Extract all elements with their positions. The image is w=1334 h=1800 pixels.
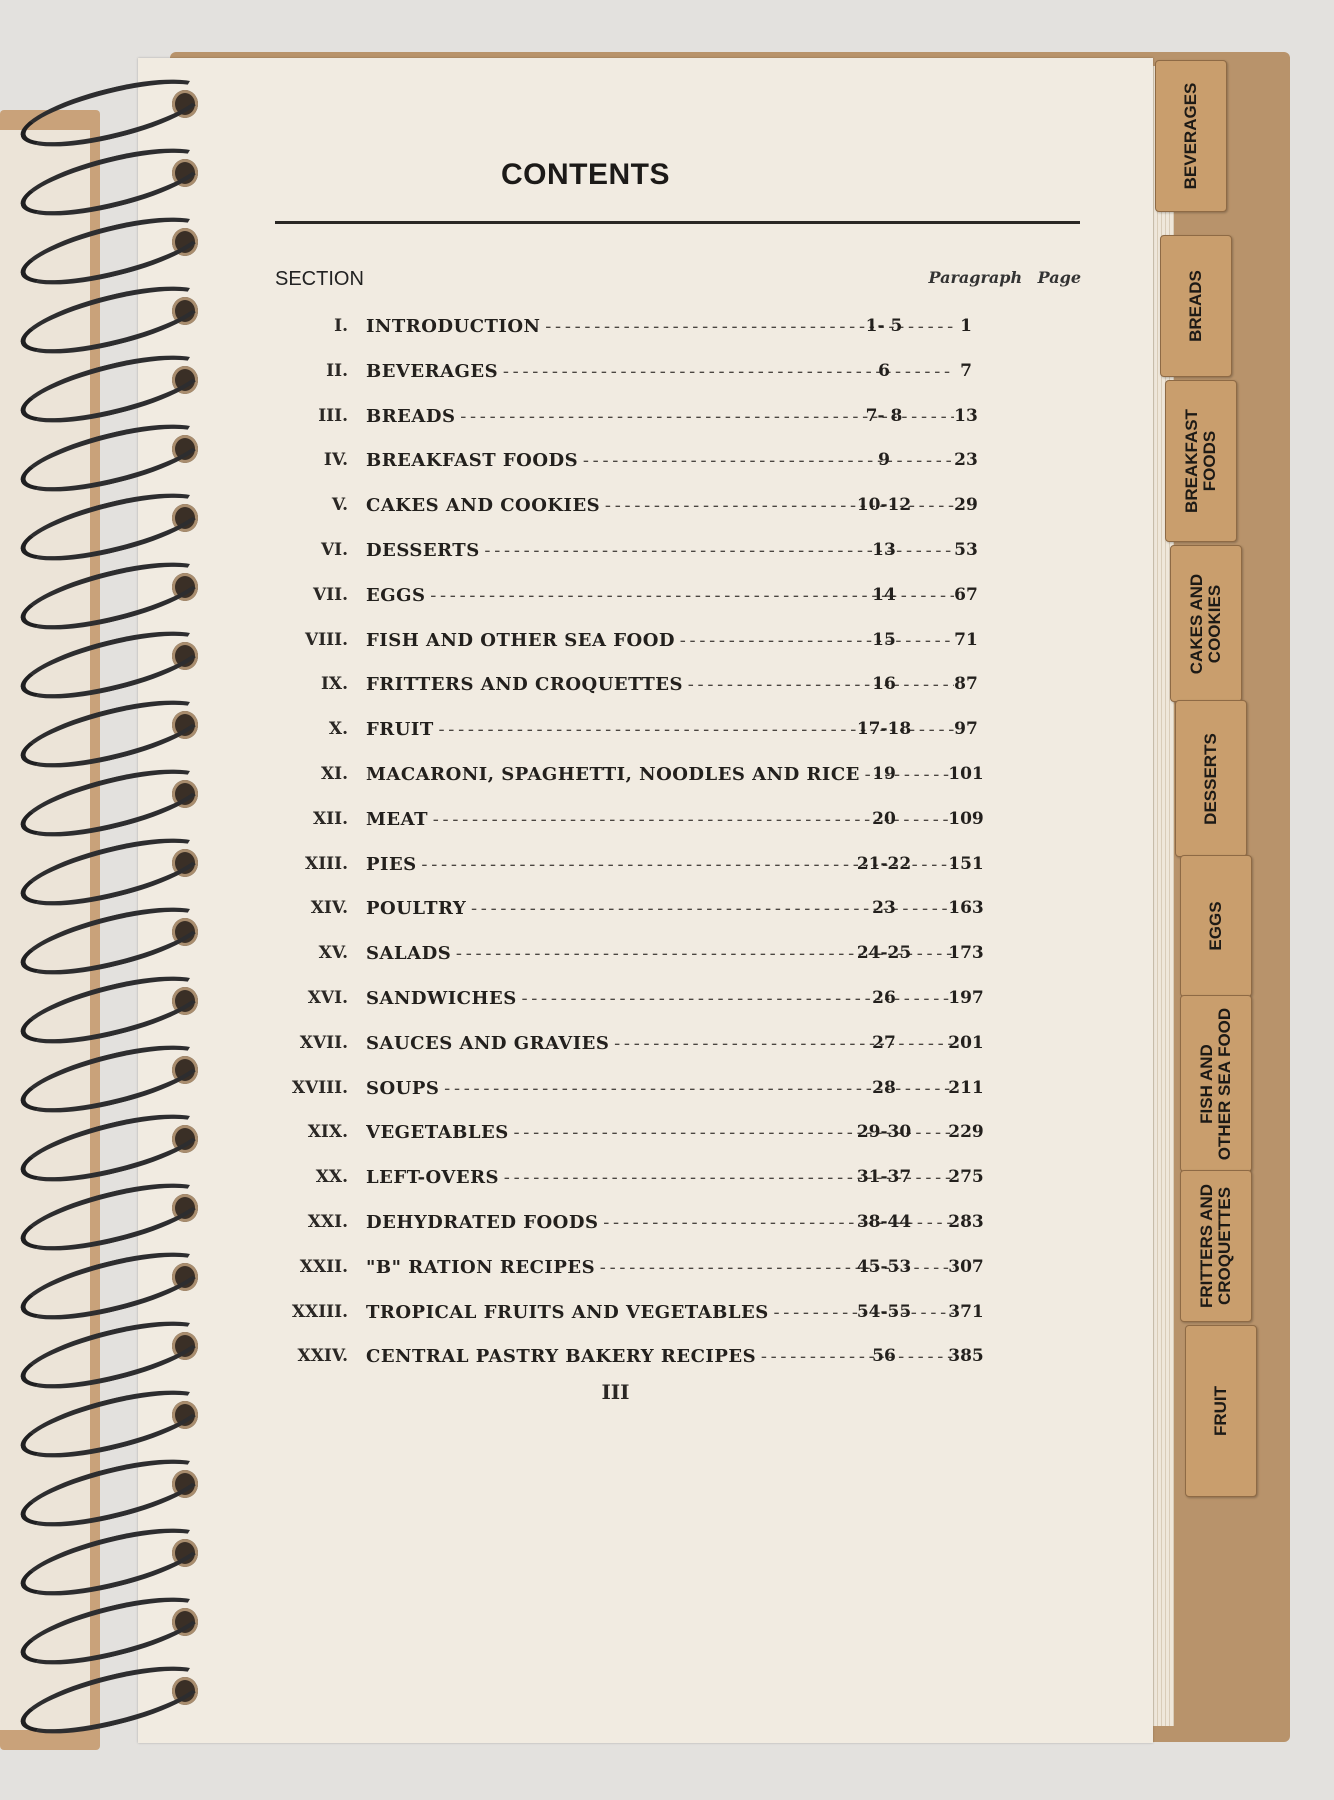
paragraph-range: 45-53 [856, 1256, 912, 1277]
page-number-cell: 1 [960, 316, 972, 336]
paragraph-range: 16 [872, 674, 896, 695]
section-title: CENTRAL PASTRY BAKERY RECIPES - - - [366, 1346, 954, 1367]
paragraph-range: 56 [872, 1346, 896, 1367]
paragraph-range: 1- 5 [865, 316, 903, 336]
paragraph-range: 9 [878, 450, 890, 471]
section-title: MACARONI, SPAGHETTI, NOODLES AND RICE - - - [366, 764, 954, 785]
contents-row [138, 1346, 1153, 1376]
index-tab-label: EGGS [1206, 901, 1225, 951]
section-title: SANDWICHES - - - [366, 988, 954, 1009]
page-number-cell: 53 [954, 540, 978, 560]
contents-row [138, 1302, 1153, 1332]
section-number: III. [318, 405, 348, 426]
contents-row [138, 1212, 1153, 1242]
section-number: I. [334, 316, 348, 336]
contents-row [138, 674, 1153, 704]
index-tab-label: FRITTERS AND CROQUETTES [1197, 1183, 1234, 1309]
page-number-cell: 109 [948, 808, 984, 829]
section-number: IV. [323, 450, 348, 471]
paragraph-range: 23 [872, 898, 896, 919]
section-number: XXIII. [291, 1301, 348, 1322]
section-header: SECTION [275, 268, 364, 290]
section-title: BREAKFAST FOODS - - - [366, 450, 954, 471]
paragraph-range: 26 [872, 988, 896, 1008]
section-number: VIII. [305, 629, 348, 650]
page-number-cell: 163 [948, 898, 984, 919]
paragraph-range: 13 [872, 540, 896, 560]
section-number: XXI. [307, 1212, 348, 1232]
page-number-cell: 7 [960, 360, 972, 381]
page-number-cell: 151 [948, 853, 984, 874]
section-title: BEVERAGES - - - [366, 361, 954, 382]
paragraph-range: 29-30 [856, 1122, 912, 1143]
paragraph-range: 24-25 [856, 943, 912, 964]
page-number-cell: 23 [954, 450, 978, 471]
page-number-cell: 67 [954, 584, 978, 605]
section-number: XI. [320, 764, 348, 784]
contents-row [138, 764, 1153, 794]
section-number: VII. [312, 584, 348, 605]
section-title: TROPICAL FRUITS AND VEGETABLES - - - [366, 1302, 954, 1323]
page-number-cell: 29 [954, 495, 978, 516]
page-number-cell: 173 [948, 943, 984, 964]
section-number: XII. [312, 808, 348, 829]
section-title: CAKES AND COOKIES - - - [366, 495, 954, 516]
page-edge [1150, 66, 1174, 1726]
section-title: POULTRY - - - [366, 898, 954, 919]
contents-row [138, 361, 1153, 391]
section-number: XXIV. [297, 1346, 348, 1367]
section-title: FRITTERS AND CROQUETTES - - - [366, 674, 954, 695]
paragraph-range: 7- 8 [865, 405, 903, 426]
section-title: DEHYDRATED FOODS - - - [366, 1212, 954, 1233]
page-number-cell: 71 [954, 629, 978, 650]
section-title: SAUCES AND GRAVIES - - - [366, 1033, 954, 1054]
contents-row [138, 898, 1153, 928]
page-number-cell: 13 [954, 405, 978, 426]
section-number: II. [326, 360, 348, 381]
section-title: MEAT - - - [366, 809, 954, 830]
page-title: CONTENTS [501, 158, 670, 191]
section-title: VEGETABLES - - - [366, 1122, 954, 1143]
section-number: IX. [320, 674, 348, 695]
contents-row [138, 719, 1153, 749]
section-title: FISH AND OTHER SEA FOOD - - - [366, 630, 954, 651]
index-tab-label: DESSERTS [1201, 732, 1220, 825]
section-title: INTRODUCTION - - - [366, 316, 954, 337]
paragraph-range: 10-12 [856, 495, 912, 516]
contents-row [138, 1257, 1153, 1287]
paragraph-range: 6 [878, 360, 890, 381]
section-title: EGGS - - - [366, 585, 954, 606]
section-title: DESSERTS - - - [366, 540, 954, 561]
page-number-cell: 283 [948, 1212, 984, 1232]
page-number-cell: 385 [948, 1346, 984, 1367]
paragraph-header: Paragraph [928, 268, 1023, 287]
contents-row [138, 450, 1153, 480]
section-number: X. [328, 719, 348, 740]
paragraph-range: 19 [872, 764, 896, 784]
index-tab-label: FRUIT [1211, 1385, 1230, 1437]
contents-row [138, 1122, 1153, 1152]
paragraph-range: 17-18 [856, 719, 912, 740]
page-number: III [601, 1380, 630, 1404]
contents-row [138, 1033, 1153, 1063]
page-number-cell: 211 [948, 1077, 984, 1098]
section-number: V. [331, 495, 348, 516]
contents-content [138, 58, 1153, 1743]
section-number: XVII. [299, 1032, 348, 1053]
page-header: Page [1037, 268, 1081, 287]
section-number: XIV. [310, 898, 348, 919]
contents-row [138, 943, 1153, 973]
index-tab-label: BEVERAGES [1181, 82, 1200, 190]
index-tab-label: CAKES AND COOKIES [1187, 573, 1224, 674]
section-title: SALADS - - - [366, 943, 954, 964]
page-number-cell: 307 [948, 1256, 984, 1277]
contents-row [138, 540, 1153, 570]
contents-row [138, 630, 1153, 660]
paragraph-range: 54-55 [856, 1301, 912, 1322]
paragraph-range: 27 [872, 1032, 896, 1053]
section-number: XXII. [299, 1256, 348, 1277]
section-number: XVI. [307, 988, 348, 1008]
contents-row [138, 809, 1153, 839]
section-title: PIES - - - [366, 854, 954, 875]
paragraph-range: 21-22 [856, 853, 912, 874]
section-number: XV. [318, 943, 348, 964]
index-tab-label: BREAKFAST FOODS [1182, 409, 1219, 513]
paragraph-range: 20 [872, 808, 896, 829]
paragraph-range: 31-37 [856, 1167, 912, 1188]
contents-row [138, 854, 1153, 884]
column-headers [853, 268, 1081, 287]
index-tab-label: FISH AND OTHER SEA FOOD [1197, 1007, 1234, 1160]
paragraph-range: 15 [872, 629, 896, 650]
contents-row [138, 406, 1153, 436]
page-number-cell: 97 [954, 719, 978, 740]
paragraph-range: 14 [872, 584, 896, 605]
section-number: XIX. [307, 1122, 348, 1143]
page-number-cell: 229 [948, 1122, 984, 1143]
page-number-cell: 197 [948, 988, 984, 1008]
contents-row [138, 316, 1153, 346]
section-number: XVIII. [291, 1077, 348, 1098]
section-number: XIII. [305, 853, 348, 874]
contents-row [138, 988, 1153, 1018]
index-tab-label: BREADS [1186, 270, 1205, 342]
paragraph-range: 28 [872, 1077, 896, 1098]
section-number: VI. [320, 540, 348, 560]
section-title: SOUPS - - - [366, 1078, 954, 1099]
contents-row [138, 495, 1153, 525]
section-title: FRUIT - - - [366, 719, 954, 740]
contents-row [138, 585, 1153, 615]
page-number-cell: 101 [948, 764, 984, 784]
section-title: LEFT-OVERS - - - [366, 1167, 954, 1188]
page-number-cell: 201 [948, 1032, 984, 1053]
paragraph-range: 38-44 [856, 1212, 912, 1232]
title-rule [275, 221, 1080, 224]
section-title: BREADS - - - [366, 406, 954, 427]
page-number-cell: 371 [948, 1301, 984, 1322]
section-number: XX. [315, 1167, 348, 1188]
section-title: "B" RATION RECIPES - - - [366, 1257, 954, 1278]
page-number-cell: 275 [948, 1167, 984, 1188]
contents-row [138, 1078, 1153, 1108]
page-number-cell: 87 [954, 674, 978, 695]
contents-row [138, 1167, 1153, 1197]
